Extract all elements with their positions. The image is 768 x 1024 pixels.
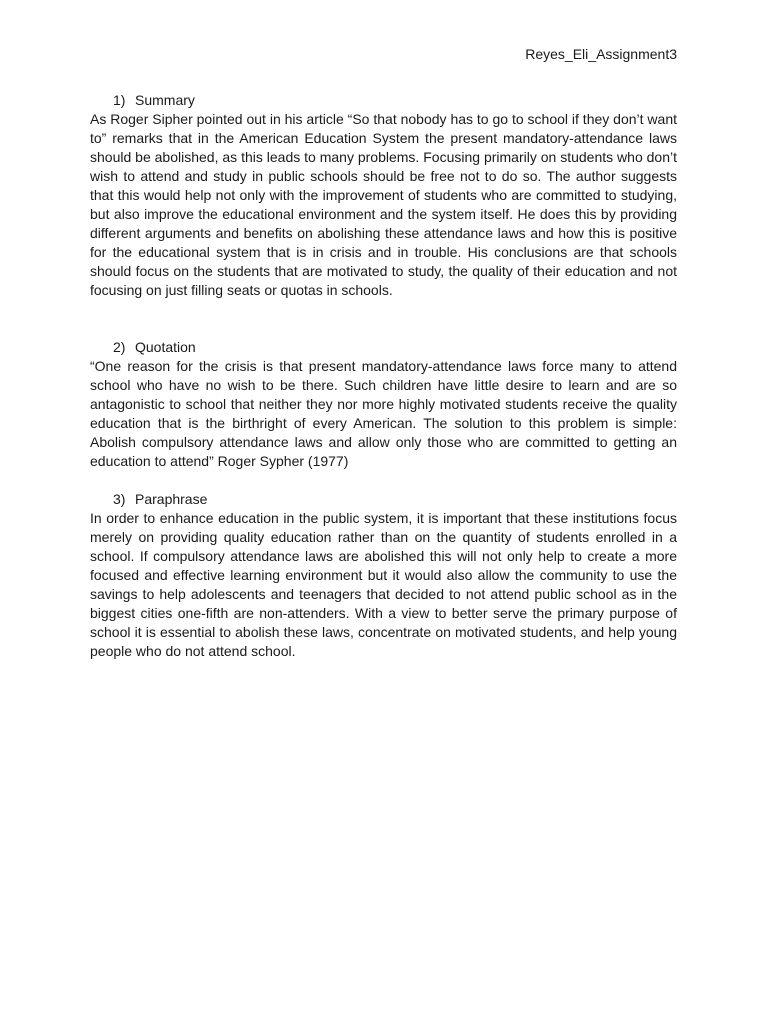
document-body [90,91,677,661]
section-summary [90,91,677,300]
section-quotation [90,338,677,471]
section-heading-paraphrase [90,490,677,509]
section-number: 1) [113,92,126,108]
spacer [90,471,677,490]
section-heading-summary [90,91,677,110]
section-paraphrase [90,490,677,661]
section-number: 3) [113,491,126,507]
section-title: Quotation [135,339,196,355]
section-heading-quotation [90,338,677,357]
section-title: Paraphrase [135,491,208,507]
spacer [90,300,677,338]
section-number: 2) [113,339,126,355]
section-title: Summary [135,92,195,108]
paraphrase-paragraph: In order to enhance education in the public system, it is important that these institutions focus merely on providing quality education rather than on the quantity of students enrolled in a school. If compulsory attendance laws are abolished this will not only help to create a more focused and effective learning environment but it would also allow the community to use the savings to help adolescents and teenagers that decided to not attend public school as in the biggest cities one-fifth are non-attenders. With a view to better serve the primary purpose of school it is essential to abolish these laws, concentrate on motivated students, and help young people who do not attend school. [90,510,677,659]
summary-paragraph: As Roger Sipher pointed out in his article “So that nobody has to go to school if they don’t want to” remarks that in the American Education System the present mandatory-attendance laws should be abolished, as this leads to many problems. Focusing primarily on students who don’t wish to attend and study in public schools should be free not to do so. The author suggests that this would help not only with the improvement of students who are committed to studying, but also improve the educational environment and the system itself. He does this by providing different arguments and benefits on abolishing these attendance laws and how this is positive for the educational system that is in crisis and in trouble. His conclusions are that schools should focus on the students that are motivated to study, the quality of their education and not focusing on just filling seats or quotas in schools. [90,111,677,298]
quotation-paragraph: “One reason for the crisis is that present mandatory-attendance laws force many to attend school who have no wish to be there. Such children have little desire to learn and are so antagonistic to school that neither they nor more highly motivated students receive the quality education that is the birthright of every American. The solution to this problem is simple: Abolish compulsory attendance laws and allow only those who are committed to getting an education to attend” Roger Sypher (1977) [90,358,677,469]
document-header-filename: Reyes_Eli_Assignment3 [525,46,677,62]
